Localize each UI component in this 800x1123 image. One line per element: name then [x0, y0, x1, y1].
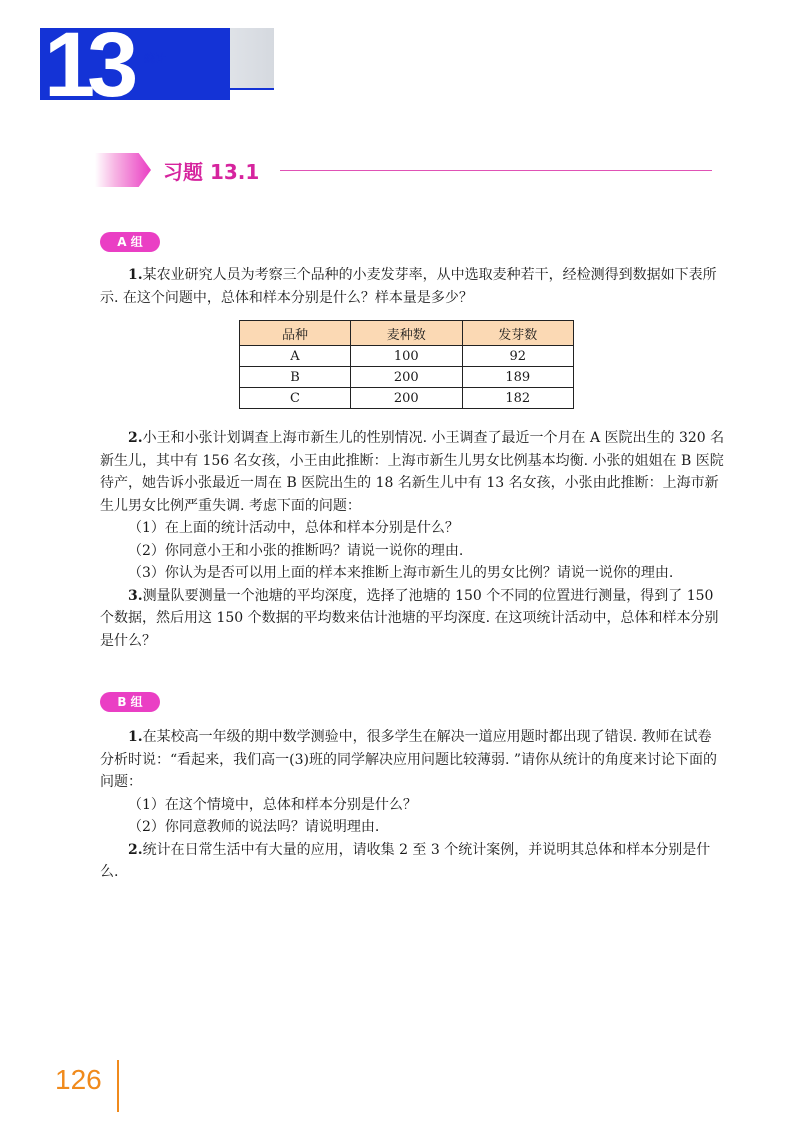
sub-question: （2）你同意教师的说法吗？请说明理由.: [128, 819, 380, 835]
chapter-header: [0, 0, 800, 116]
group-a-badge: A 组: [100, 232, 160, 252]
page-number: 126: [55, 1064, 102, 1095]
table-row: [240, 367, 574, 388]
table-header-cell: 发芽数: [462, 321, 574, 346]
question-number: 1.: [128, 267, 143, 283]
exercise-heading: [95, 150, 715, 190]
table-cell: 100: [351, 346, 463, 367]
chapter-title: 统计: [144, 52, 166, 65]
sub-question: （1）在上面的统计活动中，总体和样本分别是什么？: [128, 520, 459, 536]
chapter-number: 13: [44, 14, 131, 116]
group-a-question-1: [100, 264, 725, 309]
question-text: 测量队要测量一个池塘的平均深度，选择了池塘的 150 个不同的位置进行测量，得到了 150 个数据，然后用这 150 个数据的平均数来估计池塘的平均深度. 在这项统计活动中，总体和样本分别是什么？: [100, 587, 719, 649]
heading-arrow-icon: [95, 153, 151, 187]
table-row: [240, 388, 574, 409]
table-cell: 182: [462, 388, 574, 409]
question-number: 2.: [128, 841, 143, 858]
question-text: 某农业研究人员为考察三个品种的小麦发芽率，从中选取麦种若干，经检测得到数据如下表所示. 在这个问题中，总体和样本分别是什么？样本量是多少？: [100, 267, 717, 306]
heading-rule: [280, 170, 712, 171]
table-row: [240, 346, 574, 367]
question-text: 小王和小张计划调查上海市新生儿的性别情况. 小王调查了最近一个月在 A 医院出生的 320 名新生儿，其中有 156 名女孩，小王由此推断：上海市新生儿男女比例基本均衡. 小张的姐姐在 B 医院待产，她告诉小张最近一周在 B 医院出生的 18 名新生儿中有 13 名女孩，小张由此推断：上海市新生儿男女比例严重失调. 考虑下面的问题：: [100, 430, 725, 514]
sub-question: （1）在这个情境中，总体和样本分别是什么？: [128, 796, 417, 813]
table-header-cell: 麦种数: [351, 321, 463, 346]
table-cell: 92: [462, 346, 574, 367]
table-cell: B: [240, 367, 351, 388]
wheat-data-table: [239, 320, 574, 409]
table-header-cell: 品种: [240, 321, 351, 346]
sub-question: （2）你同意小王和小张的推断吗？请说一说你的理由.: [128, 542, 464, 559]
table-cell: 189: [462, 367, 574, 388]
question-number: 3.: [128, 587, 143, 604]
question-text: 在某校高一年级的期中数学测验中，很多学生在解决一道应用题时都出现了错误. 教师在试卷分析时说：“看起来，我们高一(3)班的同学解决应用问题比较薄弱. ”请你从统计的角度来讨论下面的问题：: [100, 729, 718, 790]
table-cell: A: [240, 346, 351, 367]
table-cell: 200: [351, 367, 463, 388]
exercise-title: 习题 13.1: [163, 160, 260, 184]
group-a-question-2: [100, 427, 725, 652]
question-text: 统计在日常生活中有大量的应用，请收集 2 至 3 个统计案例，并说明其总体和样本分别是什么.: [100, 841, 711, 880]
question-number: 2.: [128, 430, 143, 446]
group-b-badge: B 组: [100, 692, 160, 712]
table-cell: 200: [351, 388, 463, 409]
table-header-row: [240, 321, 574, 346]
table-cell: C: [240, 388, 351, 409]
sub-question: （3）你认为是否可以用上面的样本来推断上海市新生儿的男女比例？请说一说你的理由.: [128, 565, 674, 581]
group-b-questions: [100, 726, 725, 884]
page-number-divider: [117, 1060, 119, 1112]
question-number: 1.: [128, 729, 143, 745]
